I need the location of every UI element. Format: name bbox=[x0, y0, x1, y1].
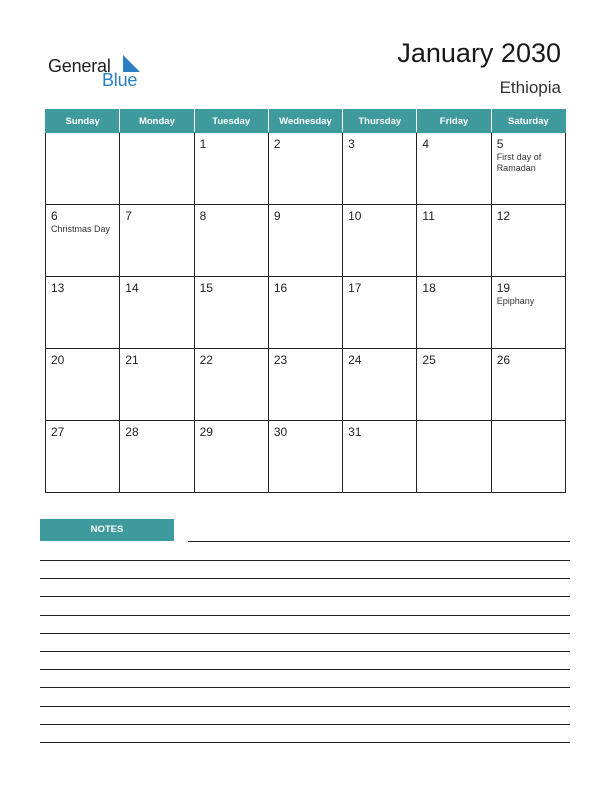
logo-text-general: General bbox=[48, 56, 111, 76]
day-cell bbox=[268, 277, 342, 349]
note-line bbox=[40, 615, 570, 616]
week-row bbox=[46, 349, 566, 421]
day-number: 20 bbox=[51, 353, 65, 367]
day-number: 25 bbox=[422, 353, 436, 367]
weekday-thursday: Thursday bbox=[343, 110, 417, 133]
day-cell bbox=[491, 349, 565, 421]
day-cell bbox=[120, 277, 194, 349]
day-cell bbox=[194, 133, 268, 205]
day-cell bbox=[268, 205, 342, 277]
notes-label: NOTES bbox=[40, 519, 174, 541]
note-line bbox=[40, 742, 570, 743]
day-cell bbox=[194, 277, 268, 349]
day-number: 10 bbox=[348, 209, 362, 223]
day-cell bbox=[268, 421, 342, 493]
logo-text-blue: Blue bbox=[102, 70, 138, 90]
calendar-grid bbox=[45, 109, 566, 493]
note-line bbox=[40, 687, 570, 688]
week-row bbox=[46, 133, 566, 205]
day-number: 31 bbox=[348, 425, 362, 439]
day-cell bbox=[120, 349, 194, 421]
day-number: 21 bbox=[125, 353, 139, 367]
day-cell bbox=[194, 205, 268, 277]
day-number: 2 bbox=[273, 137, 281, 151]
day-cell bbox=[46, 133, 120, 205]
day-cell bbox=[343, 349, 417, 421]
day-cell bbox=[417, 421, 491, 493]
day-number: 24 bbox=[348, 353, 362, 367]
note-line bbox=[40, 596, 570, 597]
week-row bbox=[46, 205, 566, 277]
day-cell bbox=[417, 133, 491, 205]
day-cell bbox=[120, 133, 194, 205]
day-number: 11 bbox=[422, 209, 435, 223]
country-label: Ethiopia bbox=[499, 78, 561, 97]
page-title: January 2030 bbox=[397, 38, 561, 68]
note-line bbox=[40, 724, 570, 725]
day-cell bbox=[120, 205, 194, 277]
day-cell bbox=[343, 133, 417, 205]
day-cell bbox=[343, 277, 417, 349]
day-cell bbox=[46, 421, 120, 493]
day-number: 19 bbox=[496, 281, 511, 295]
day-number: 4 bbox=[422, 137, 430, 151]
day-number: 6 bbox=[51, 209, 58, 223]
day-cell bbox=[343, 421, 417, 493]
day-number: 8 bbox=[199, 209, 207, 223]
day-number: 3 bbox=[348, 137, 355, 151]
day-number: 22 bbox=[199, 353, 213, 367]
week-row bbox=[46, 277, 566, 349]
weekday-header-row bbox=[46, 110, 566, 133]
day-number: 29 bbox=[199, 425, 213, 439]
day-cell bbox=[120, 421, 194, 493]
day-cell bbox=[194, 421, 268, 493]
day-number: 30 bbox=[273, 425, 288, 439]
day-cell bbox=[46, 277, 120, 349]
day-number: 26 bbox=[496, 353, 511, 367]
holiday-label: First day of Ramadan bbox=[496, 152, 542, 173]
weekday-monday: Monday bbox=[120, 110, 194, 133]
day-number: 16 bbox=[273, 281, 288, 295]
day-cell bbox=[491, 205, 565, 277]
day-cell bbox=[417, 205, 491, 277]
note-line bbox=[40, 560, 570, 561]
day-cell bbox=[343, 205, 417, 277]
day-number: 23 bbox=[273, 353, 288, 367]
day-number: 15 bbox=[199, 281, 213, 295]
day-number: 14 bbox=[125, 281, 139, 295]
day-cell bbox=[46, 205, 120, 277]
note-line bbox=[40, 633, 570, 634]
day-number: 13 bbox=[51, 281, 65, 295]
day-cell bbox=[194, 349, 268, 421]
note-line bbox=[188, 541, 570, 542]
day-number: 1 bbox=[199, 137, 207, 151]
day-cell bbox=[491, 277, 565, 349]
weekday-tuesday: Tuesday bbox=[194, 110, 268, 133]
day-number: 5 bbox=[496, 137, 504, 151]
day-cell bbox=[417, 277, 491, 349]
day-cell bbox=[491, 133, 565, 205]
weekday-wednesday: Wednesday bbox=[268, 110, 342, 133]
weekday-friday: Friday bbox=[417, 110, 491, 133]
day-number: 7 bbox=[125, 209, 132, 223]
generalblue-logo bbox=[48, 52, 158, 92]
day-cell bbox=[491, 421, 565, 493]
note-line bbox=[40, 669, 570, 670]
day-cell bbox=[268, 133, 342, 205]
day-cell bbox=[46, 349, 120, 421]
day-number: 28 bbox=[125, 425, 139, 439]
note-line bbox=[40, 578, 570, 579]
day-number: 9 bbox=[273, 209, 281, 223]
weekday-saturday: Saturday bbox=[491, 110, 565, 133]
day-number: 12 bbox=[496, 209, 511, 223]
day-cell bbox=[268, 349, 342, 421]
day-number: 27 bbox=[51, 425, 65, 439]
day-number: 17 bbox=[348, 281, 362, 295]
holiday-label: Epiphany bbox=[496, 296, 535, 306]
note-line bbox=[40, 651, 570, 652]
note-line bbox=[40, 706, 570, 707]
weekday-sunday: Sunday bbox=[46, 110, 120, 133]
day-cell bbox=[417, 349, 491, 421]
holiday-label: Christmas Day bbox=[51, 224, 111, 234]
week-row bbox=[46, 421, 566, 493]
day-number: 18 bbox=[422, 281, 436, 295]
